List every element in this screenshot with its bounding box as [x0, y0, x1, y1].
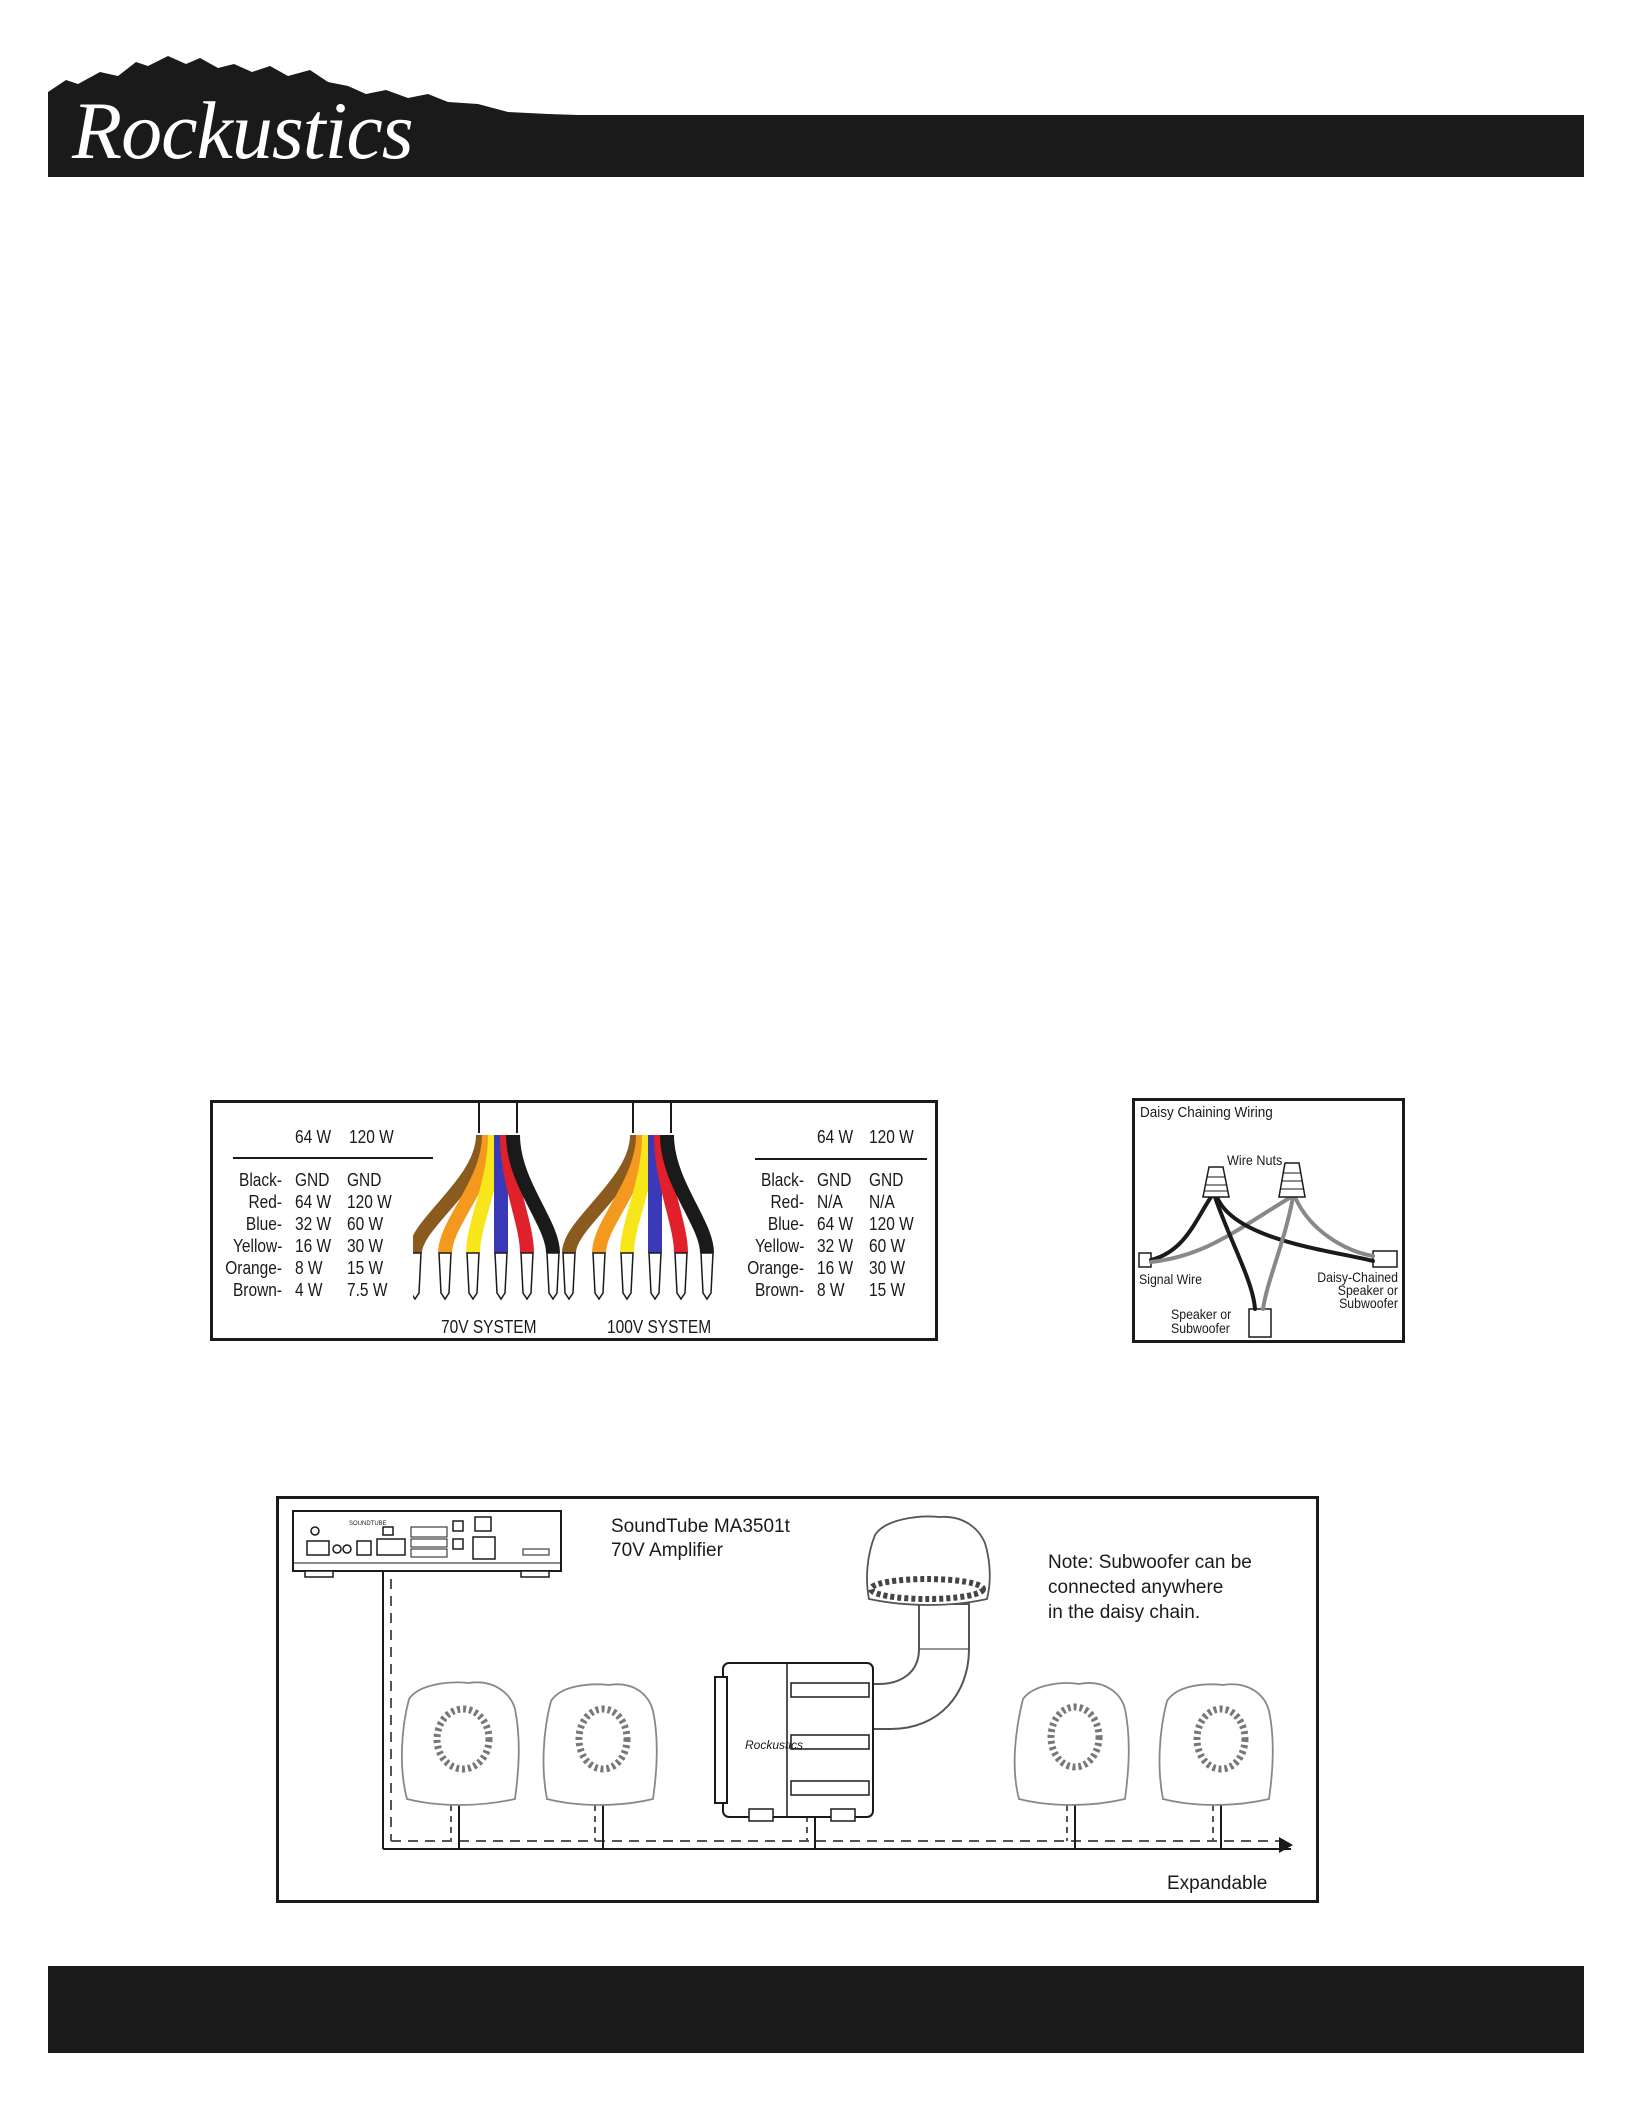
left-row-64w: 4 W — [295, 1280, 323, 1300]
left-header-rule — [233, 1157, 433, 1159]
speaker-label — [1171, 1307, 1231, 1335]
right-row-64w: GND — [817, 1170, 852, 1190]
left-row-label: Orange- — [225, 1258, 282, 1278]
left-row-64w: 8 W — [295, 1258, 323, 1278]
label-100v-system: 100V SYSTEM — [607, 1317, 712, 1337]
right-row-64w: 16 W — [817, 1258, 854, 1278]
right-row-64w: 8 W — [817, 1280, 845, 1300]
speaker-line1: Speaker or — [1171, 1306, 1232, 1322]
wire-tip-0 — [563, 1253, 575, 1299]
rock-speaker-1 — [402, 1682, 519, 1805]
right-row-120w: 15 W — [869, 1280, 906, 1300]
right-row-label: Blue- — [767, 1214, 804, 1234]
left-row-label: Blue- — [245, 1214, 282, 1234]
left-row-120w: 60 W — [347, 1214, 384, 1234]
wire-tip-5 — [701, 1253, 713, 1299]
right-row-label: Orange- — [747, 1258, 804, 1278]
left-row-label: Red- — [248, 1192, 282, 1212]
wire-tip-4 — [675, 1253, 687, 1299]
left-col-header-64w: 64 W — [295, 1127, 332, 1147]
left-row-120w: GND — [347, 1170, 382, 1190]
wire-tip-4 — [521, 1253, 533, 1299]
right-row-64w: 32 W — [817, 1236, 854, 1256]
hand-70v-wires — [413, 1103, 559, 1299]
right-row-120w: 60 W — [869, 1236, 906, 1256]
label-70v-system: 70V SYSTEM — [441, 1317, 537, 1337]
subwoofer-unit — [715, 1517, 990, 1821]
daisy-title: Daisy Chaining Wiring — [1140, 1104, 1273, 1121]
left-col-header-120w: 120 W — [349, 1127, 394, 1147]
wire-nut-right — [1279, 1163, 1305, 1197]
rock-speaker-4 — [1160, 1684, 1273, 1805]
speaker-stub — [1249, 1309, 1271, 1337]
speaker-line2: Subwoofer — [1171, 1320, 1230, 1336]
wire-nuts-label: Wire Nuts — [1227, 1152, 1283, 1168]
rockustics-logo: Rockustics — [72, 85, 413, 176]
wire-tip-3 — [495, 1253, 507, 1299]
amp-title-line2: 70V Amplifier — [611, 1540, 723, 1561]
right-row-64w: 64 W — [817, 1214, 854, 1234]
right-col-header-120w: 120 W — [869, 1127, 914, 1147]
wire-tip-3 — [649, 1253, 661, 1299]
daisy-chained-line2: Speaker or — [1337, 1282, 1398, 1298]
right-col-header-64w: 64 W — [817, 1127, 854, 1147]
system-wiring-diagram — [279, 1499, 1316, 1900]
right-row-label: Black- — [760, 1170, 804, 1190]
signal-wire-label: Signal Wire — [1139, 1271, 1203, 1287]
expandable-label: Expandable — [1167, 1873, 1268, 1894]
right-row-120w: 120 W — [869, 1214, 914, 1234]
left-row-64w: 32 W — [295, 1214, 332, 1234]
tap-wire-illustration — [413, 1103, 753, 1343]
daisy-chained-line1: Daisy-Chained — [1317, 1269, 1398, 1285]
amp-title-line1: SoundTube MA3501t — [611, 1516, 790, 1537]
wire-tip-2 — [467, 1253, 479, 1299]
wire-tip-1 — [593, 1253, 605, 1299]
left-row-120w: 30 W — [347, 1236, 384, 1256]
right-row-label: Red- — [770, 1192, 804, 1212]
daisy-chained-label — [1314, 1271, 1398, 1310]
rock-speaker-3 — [1015, 1683, 1129, 1805]
right-row-label: Yellow- — [754, 1236, 804, 1256]
right-row-64w: N/A — [817, 1192, 843, 1212]
chained-speaker-stub — [1373, 1251, 1397, 1267]
left-row-64w: 16 W — [295, 1236, 332, 1256]
wire-tip-0 — [413, 1253, 421, 1299]
wire-nut-left — [1203, 1167, 1229, 1197]
left-row-64w: 64 W — [295, 1192, 332, 1212]
system-wiring-figure — [276, 1496, 1319, 1903]
amplifier-unit — [293, 1511, 561, 1577]
left-row-120w: 7.5 W — [347, 1280, 388, 1300]
rock-speaker-2 — [544, 1684, 657, 1805]
daisy-chained-line3: Subwoofer — [1339, 1295, 1398, 1311]
tap-settings-figure — [210, 1100, 938, 1341]
right-row-label: Brown- — [754, 1280, 804, 1300]
right-row-120w: GND — [869, 1170, 904, 1190]
right-row-120w: N/A — [869, 1192, 895, 1212]
note-line3: in the daisy chain. — [1048, 1602, 1201, 1623]
amp-brand-text: SOUNDTUBE — [349, 1521, 387, 1527]
left-row-label: Brown- — [232, 1280, 282, 1300]
left-row-120w: 15 W — [347, 1258, 384, 1278]
note-line2: connected anywhere — [1048, 1577, 1224, 1598]
note-line1: Note: Subwoofer can be — [1048, 1552, 1252, 1573]
left-row-120w: 120 W — [347, 1192, 392, 1212]
daisy-chain-figure — [1132, 1098, 1405, 1343]
wire-tip-5 — [547, 1253, 559, 1299]
right-row-120w: 30 W — [869, 1258, 906, 1278]
left-row-label: Yellow- — [232, 1236, 282, 1256]
hand-100v-wires — [563, 1103, 713, 1299]
subwoofer-brand-text: Rockustics — [745, 1738, 804, 1752]
wire-tip-2 — [621, 1253, 633, 1299]
left-row-label: Black- — [238, 1170, 282, 1190]
footer-bar — [48, 1966, 1584, 2053]
wire-tip-1 — [439, 1253, 451, 1299]
left-row-64w: GND — [295, 1170, 330, 1190]
right-header-rule — [755, 1158, 927, 1160]
